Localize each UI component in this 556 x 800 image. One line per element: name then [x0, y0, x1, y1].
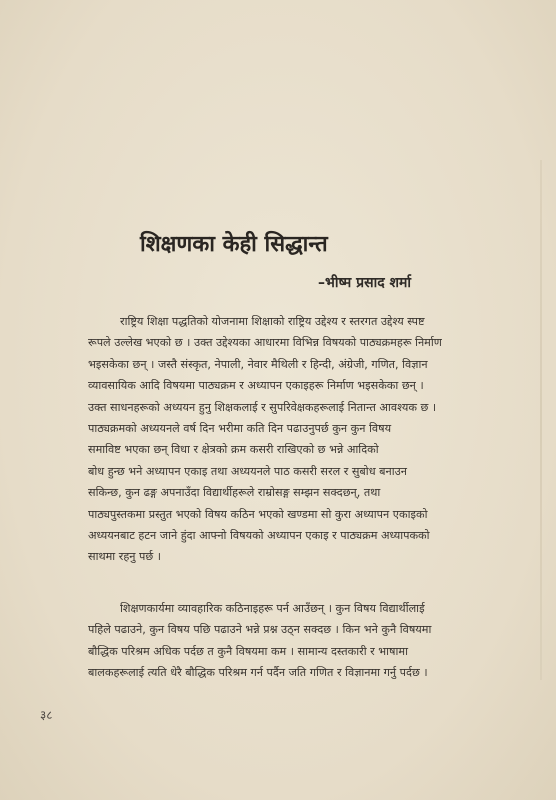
paragraph-line: बौद्धिक परिश्रम अधिक पर्दछ त कुनै विषयमा कम । सामान्य दस्तकारी र भाषामा	[88, 644, 409, 658]
paragraph-line: अध्ययनबाट हटन जाने हुंदा आफ्नो विषयको अध्यापन एकाइ र पाठ्यक्रम अध्यापकको	[88, 529, 430, 543]
paragraph-2	[88, 598, 502, 684]
page-number: ३८	[40, 708, 53, 722]
paragraph-line: रूपले उल्लेख भएको छ । उक्त उद्देश्यका आधारमा विभिन्न विषयको पाठ्यक्रमहरू निर्माण	[88, 336, 442, 350]
paragraph-line: बोध हुन्छ भने अध्यापन एकाइ तथा अध्ययनले पाठ कसरी सरल र सुबोध बनाउन	[88, 464, 407, 478]
paragraph-line: समाविष्ट भएका छन् विधा र क्षेत्रको क्रम कसरी राखिएको छ भन्ने आदिको	[88, 443, 379, 457]
paragraph-line: व्यावसायिक आदि विषयमा पाठ्यक्रम र अध्यापन एकाइहरू निर्माण भइसकेका छन् ।	[88, 379, 424, 393]
paragraph-line: राष्ट्रिय शिक्षा पद्धतिको योजनामा शिक्षाको राष्ट्रिय उद्देश्य र स्तरगत उद्देश्य स्पष्ट	[120, 315, 425, 328]
paragraph-line: उक्त साधनहरूको अध्ययन हुनु शिक्षकलाई र सुपरिवेक्षकहरूलाई नितान्त आवश्यक छ ।	[88, 400, 437, 414]
author-line: –भीष्म प्रसाद शर्मा	[318, 275, 412, 291]
paragraph-line: सकिन्छ, कुन ढङ्ग अपनाउँदा विद्यार्थीहरूले राम्रोसङ्ग सम्झन सक्दछन्, तथा	[88, 486, 381, 500]
page-title: शिक्षणका केही सिद्धान्त	[140, 232, 328, 257]
paragraph-line: शिक्षणकार्यमा व्यावहारिक कठिनाइहरू पर्न आउँछन् । कुन विषय विद्यार्थीलाई	[120, 602, 425, 615]
paragraph-line: पाठ्यपुस्तकमा प्रस्तुत भएको विषय कठिन भएको खण्डमा सो कुरा अध्यापन एकाइको	[88, 507, 428, 521]
page-fold-shadow	[540, 160, 542, 680]
paragraph-line: बालकहरूलाई त्यति धेरै बौद्धिक परिश्रम गर्न पर्दैन जति गणित र विज्ञानमा गर्नु पर्दछ ।	[88, 666, 428, 680]
paragraph-line: पाठ्यक्रमको अध्ययनले वर्ष दिन भरीमा कति दिन पढाउनुपर्छ कुन कुन विषय	[88, 422, 392, 436]
paragraph-line: पहिले पढाउने, कुन विषय पछि पढाउने भन्ने प्रश्न उठ्न सक्दछ । किन भने कुनै विषयमा	[88, 623, 432, 637]
paragraph-line: भइसकेका छन् । जस्तै संस्कृत, नेपाली, नेवार मैथिली र हिन्दी, अंग्रेजी, गणित, विज्ञान	[88, 357, 428, 371]
paragraph-1	[88, 311, 502, 568]
paragraph-line: साथमा रहनु पर्छ ।	[88, 550, 162, 564]
